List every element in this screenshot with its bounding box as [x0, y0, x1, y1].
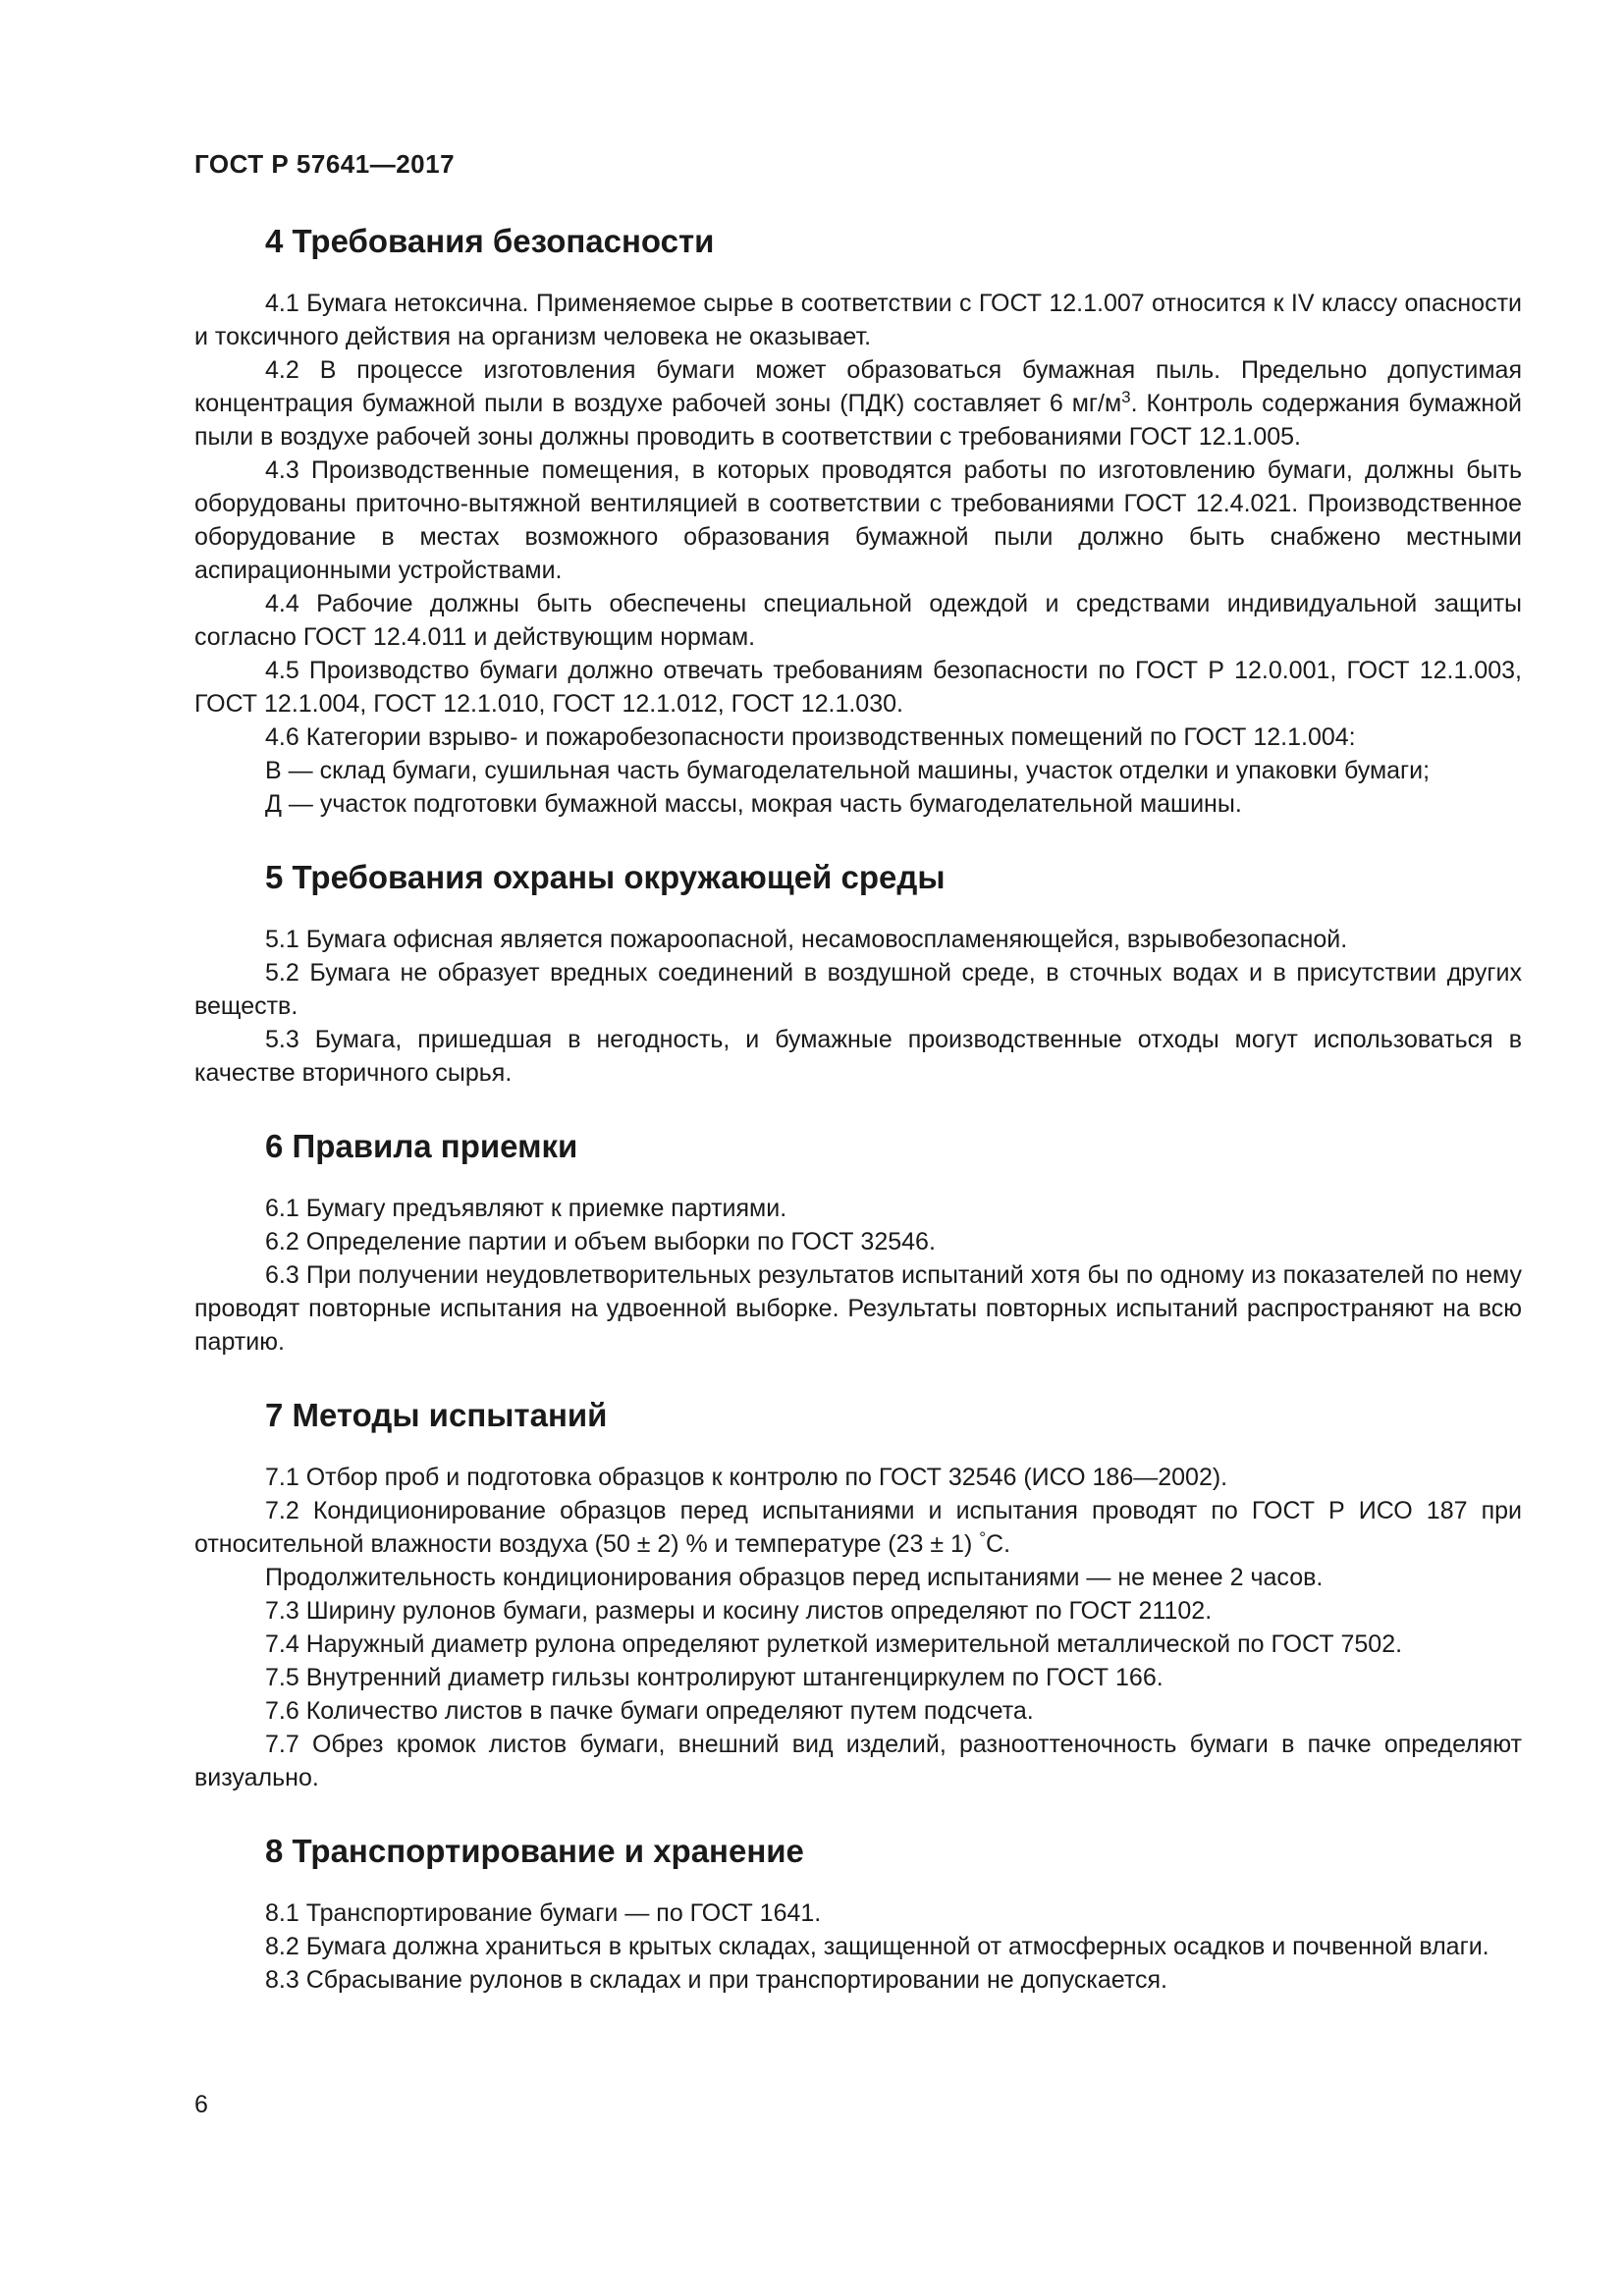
section-title: 6 Правила приемки	[265, 1128, 578, 1164]
paragraph	[194, 1494, 1522, 1561]
paragraph: 6.3 При получении неудовлетворительных результатов испытаний хотя бы по одному из показателей по нему проводят повторные испытания на удвоенной выборке. Результаты повторных испытаний распространяют на всю партию.	[194, 1261, 1522, 1356]
section-title: 8 Транспортирование и хранение	[265, 1833, 804, 1869]
paragraph: 7.7 Обрез кромок листов бумаги, внешний вид изделий, разнооттеночность бумаги в пачке определяют визуально.	[194, 1731, 1522, 1791]
paragraph: 7.3 Ширину рулонов бумаги, размеры и косину листов определяют по ГОСТ 21102.	[265, 1597, 1213, 1625]
paragraph-text: С.	[986, 1530, 1011, 1558]
section-6	[194, 1123, 1522, 1359]
paragraph	[194, 353, 1522, 454]
section-4	[194, 218, 1522, 821]
paragraph: 4.1 Бумага нетоксична. Применяемое сырье в соответствии с ГОСТ 12.1.007 относится к IV классу опасности и токсичного действия на организм человека не оказывает.	[194, 290, 1522, 350]
paragraph: 6.1 Бумагу предъявляют к приемке партиями.	[265, 1195, 787, 1222]
paragraph-text: . Контроль содержания бумажной пыли в воздухе рабочей зоны должны проводить в соответствии с требованиями ГОСТ 12.1.005.	[194, 390, 1522, 451]
paragraph: 7.4 Наружный диаметр рулона определяют рулеткой измерительной металлической по ГОСТ 7502.	[265, 1630, 1403, 1658]
document-header: ГОСТ Р 57641—2017	[194, 149, 456, 179]
document-body	[194, 218, 1522, 1997]
paragraph: Д — участок подготовки бумажной массы, мокрая часть бумагоделательной машины.	[265, 790, 1242, 818]
paragraph: 5.1 Бумага офисная является пожароопасной, несамовоспламеняющейся, взрывобезопасной.	[265, 926, 1348, 953]
paragraph: 7.1 Отбор проб и подготовка образцов к контролю по ГОСТ 32546 (ИСО 186—2002).	[265, 1464, 1228, 1491]
paragraph: 4.5 Производство бумаги должно отвечать требованиям безопасности по ГОСТ Р 12.0.001, ГОСТ 12.1.003, ГОСТ 12.1.004, ГОСТ 12.1.010, ГОСТ 12.1.012, ГОСТ 12.1.030.	[194, 657, 1522, 718]
paragraph: 8.1 Транспортирование бумаги — по ГОСТ 1641.	[265, 1899, 822, 1927]
paragraph-text: 4.2 В процессе изготовления бумаги может образоваться бумажная пыль. Предельно допустимая концентрация бумажной пыли в воздухе рабочей зоны (ПДК) составляет 6 мг/м	[194, 356, 1522, 417]
paragraph: 8.3 Сбрасывание рулонов в складах и при транспортировании не допускается.	[265, 1966, 1167, 1994]
section-title: 5 Требования охраны окружающей среды	[265, 859, 946, 895]
paragraph: 7.6 Количество листов в пачке бумаги определяют путем подсчета.	[265, 1697, 1034, 1725]
superscript: °	[979, 1528, 987, 1547]
paragraph: 4.6 Категории взрыво- и пожаробезопасности производственных помещений по ГОСТ 12.1.004:	[265, 723, 1356, 751]
superscript: 3	[1121, 388, 1131, 406]
paragraph: 6.2 Определение партии и объем выборки по ГОСТ 32546.	[265, 1228, 936, 1255]
paragraph: 8.2 Бумага должна храниться в крытых складах, защищенной от атмосферных осадков и почвенной влаги.	[265, 1933, 1489, 1960]
section-title: 7 Методы испытаний	[265, 1397, 608, 1433]
paragraph: В — склад бумаги, сушильная часть бумагоделательной машины, участок отделки и упаковки бумаги;	[265, 757, 1431, 784]
paragraph: 7.5 Внутренний диаметр гильзы контролируют штангенциркулем по ГОСТ 166.	[265, 1664, 1164, 1691]
paragraph: Продолжительность кондиционирования образцов перед испытаниями — не менее 2 часов.	[265, 1564, 1324, 1591]
paragraph-text: 7.2 Кондиционирование образцов перед испытаниями и испытания проводят по ГОСТ Р ИСО 187 при относительной влажности воздуха (50 ± 2) % и температуре (23 ± 1)	[194, 1497, 1522, 1558]
paragraph: 4.3 Производственные помещения, в которых проводятся работы по изготовлению бумаги, должны быть оборудованы приточно-вытяжной вентиляцией в соответствии с требованиями ГОСТ 12.4.021. Производственное оборудование в местах возможного образования бумажной пыли должно быть снабжено местными аспирационными устройствами.	[194, 456, 1522, 584]
paragraph: 5.3 Бумага, пришедшая в негодность, и бумажные производственные отходы могут использоваться в качестве вторичного сырья.	[194, 1026, 1522, 1087]
section-8	[194, 1828, 1522, 1997]
paragraph: 5.2 Бумага не образует вредных соединений в воздушной среде, в сточных водах и в присутствии других веществ.	[194, 959, 1522, 1020]
page-number: 6	[194, 2091, 208, 2118]
section-7	[194, 1392, 1522, 1794]
paragraph: 4.4 Рабочие должны быть обеспечены специальной одеждой и средствами индивидуальной защиты согласно ГОСТ 12.4.011 и действующим нормам.	[194, 590, 1522, 651]
section-title: 4 Требования безопасности	[265, 223, 715, 259]
section-5	[194, 854, 1522, 1090]
